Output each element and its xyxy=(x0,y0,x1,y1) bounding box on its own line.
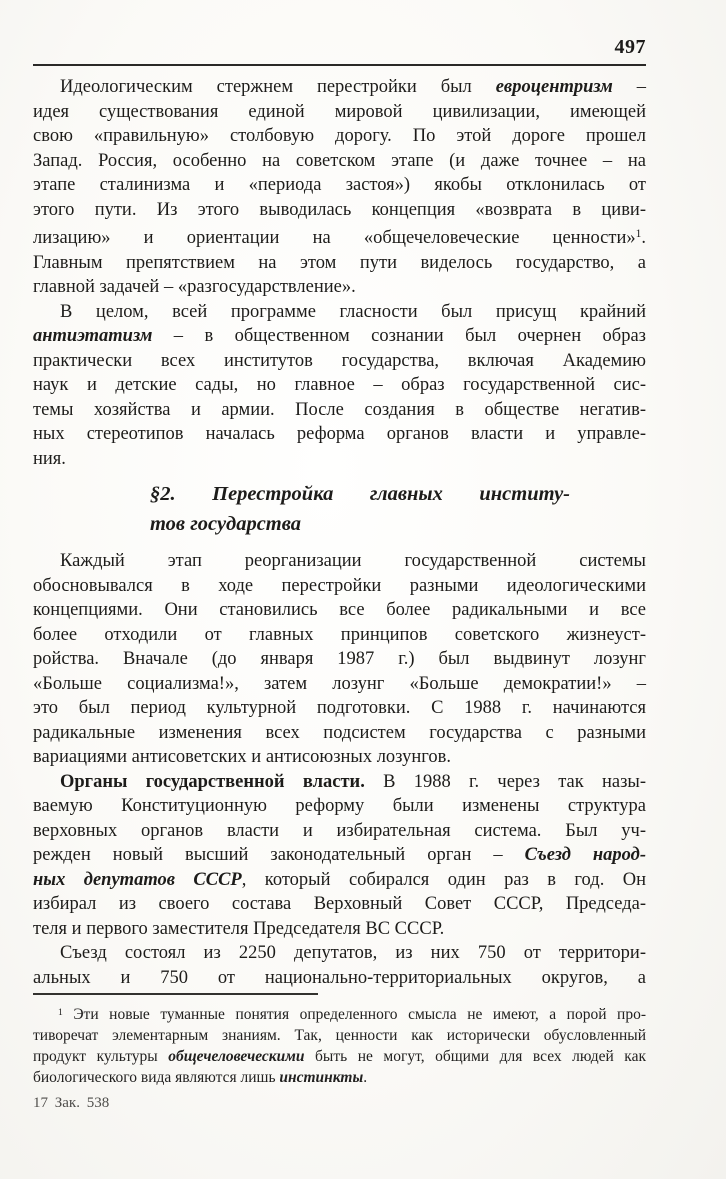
text-line: радикальные изменения всех подсистем государства с разными xyxy=(33,722,646,743)
text-line: Запад. Россия, особенно на советском этапе (и даже точнее – на xyxy=(33,150,646,171)
text-line: Съезд состоял из 2250 депутатов, из них 750 от территори- xyxy=(60,943,646,963)
heading-line: тов государства xyxy=(150,513,302,535)
text-line: этапе сталинизма и «периода застоя») якобы отклонилась от xyxy=(33,175,646,195)
text-line: ваемую Конституционную реформу были изменены структура xyxy=(33,796,646,816)
text-line: режден новый высший законодательный орган – Съезд народ- xyxy=(33,845,646,865)
emphasized-text: ных депутатов СССР xyxy=(33,869,242,890)
text-line: обосновывался в ходе перестройки разными идеологическими xyxy=(33,575,646,596)
emphasized-text: Съезд народ- xyxy=(524,845,646,865)
emphasized-text: евроцентризм xyxy=(495,77,613,97)
text-line: практически всех институтов государства, включая Академию xyxy=(33,350,646,371)
text-line: ных депутатов СССР, который собирался один раз в год. Он xyxy=(33,869,647,890)
text-line: ния. xyxy=(33,448,66,469)
text-line: наук и детские сады, но главное – образ государственной сис- xyxy=(33,375,646,395)
footnote-line: биологического вида являются лишь инстинкты. xyxy=(33,1069,368,1086)
text-line: более отходили от главных принципов советского жизнеуст- xyxy=(33,624,646,645)
paragraph xyxy=(33,75,646,300)
text-line: теля и первого заместителя Председателя ВС СССР. xyxy=(33,918,445,939)
text-line: Каждый этап реорганизации государственной системы xyxy=(60,551,646,571)
emphasized-text: антиэтатизм xyxy=(33,326,153,346)
footnote-separator xyxy=(33,993,318,995)
text-line: Главным препятствием на этом пути виделось государство, а xyxy=(33,252,646,273)
text-line: альных и 750 от национально-территориальных округов, а xyxy=(33,967,646,988)
paragraph xyxy=(33,300,646,472)
text-line: верховных органов власти и избирательная система. Был уч- xyxy=(33,820,646,841)
body-text xyxy=(33,75,646,990)
text-line: ных стереотипов началась реформа органов власти и управле- xyxy=(33,424,646,444)
footnote-marker: 1 xyxy=(635,228,642,240)
page-number: 497 xyxy=(614,36,646,58)
paragraph xyxy=(33,770,646,942)
heading-line: §2. Перестройка главных институ- xyxy=(150,483,570,505)
text-line: идея существования единой мировой цивилизации, имеющей xyxy=(33,101,646,122)
text-line: Органы государственной власти. В 1988 г. через так назы- xyxy=(60,771,646,792)
emphasized-text: инстинкты xyxy=(279,1069,364,1086)
text-line: концепциями. Они становились все более радикальными и все xyxy=(33,600,646,620)
text-line: лизацию» и ориентации на «общечеловеческие ценности»$^1$. xyxy=(33,228,646,248)
footnote-line: тиворечат элементарным знаниям. Так, ценности как исторически обусловленный xyxy=(33,1027,646,1044)
footnote-line: продукт культуры общечеловеческими быть не могут, общими для всех людей как xyxy=(33,1048,646,1065)
text-line: главной задачей – «разгосударствление». xyxy=(33,277,356,297)
text-line: Идеологическим стержнем перестройки был евроцентризм – xyxy=(60,77,646,97)
emphasized-text: Органы государственной власти. xyxy=(60,771,365,792)
text-line: темы хозяйства и армии. После создания в обществе негатив- xyxy=(33,399,646,420)
header-rule xyxy=(33,64,646,66)
printers-signature: 17 Зак. 538 xyxy=(33,1095,110,1111)
text-line: антиэтатизм – в общественном сознании был очернен образ xyxy=(33,326,646,346)
section-heading xyxy=(150,479,570,539)
emphasized-text: общечеловеческими xyxy=(168,1048,305,1065)
page-header xyxy=(33,0,646,60)
text-line: этого пути. Из этого выводилась концепция «возврата в циви- xyxy=(33,199,646,220)
text-line: «Больше социализма!», затем лозунг «Больше демократии!» – xyxy=(33,673,646,694)
text-line: ройства. Вначале (до января 1987 г.) был выдвинут лозунг xyxy=(33,649,646,669)
footnote-line: $^1$ Эти новые туманные понятия определенного смысла не имеют, а порой про- xyxy=(58,1006,646,1023)
paragraph xyxy=(33,549,646,770)
text-line: это был период культурной подготовки. С 1988 г. начинаются xyxy=(33,698,646,718)
footnote xyxy=(33,1002,646,1088)
text-line: избирал из своего состава Верховный Совет СССР, Председа- xyxy=(33,894,646,914)
text-line: вариациями антисоветских и антисоюзных лозунгов. xyxy=(33,747,451,767)
text-line: свою «правильную» столбовую дорогу. По этой дороге прошел xyxy=(33,126,646,146)
text-line: В целом, всей программе гласности был присущ крайний xyxy=(60,301,646,322)
page-content xyxy=(33,0,646,1112)
paragraph xyxy=(33,941,646,990)
footnote-marker: 1 xyxy=(58,1007,63,1018)
